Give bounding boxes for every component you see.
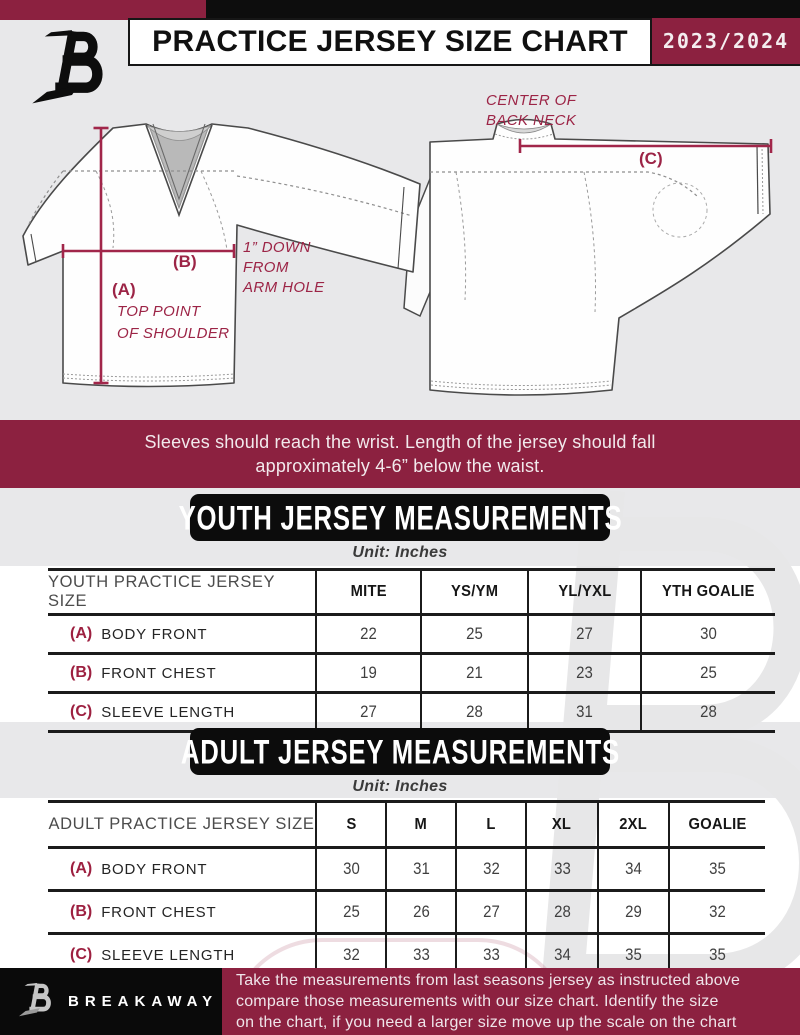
label-c-caption: CENTER OF BACK NECK xyxy=(486,92,577,129)
fit-notice-line-2: approximately 4-6” below the waist. xyxy=(255,455,545,476)
adult-unit-label: Unit: Inches xyxy=(352,778,448,795)
adult-size-label: ADULT PRACTICE JERSEY SIZE xyxy=(48,815,315,833)
adult-col-xl: XL xyxy=(552,815,572,833)
fit-notice-banner xyxy=(0,420,800,488)
footer-instructions xyxy=(222,968,800,1035)
adult-col-2xl: 2XL xyxy=(619,815,648,833)
label-b-tag: (B) xyxy=(173,252,197,271)
season-badge xyxy=(652,18,800,66)
footer-brand-block xyxy=(0,968,222,1035)
youth-size-table xyxy=(48,568,775,733)
adult-col-m: M xyxy=(414,815,428,833)
label-a-tag: (A) xyxy=(112,280,136,299)
adult-table-header-row xyxy=(48,803,765,849)
front-jersey-illustration xyxy=(23,124,420,387)
youth-unit-label: Unit: Inches xyxy=(352,544,448,561)
header-maroon-strip xyxy=(0,0,206,20)
adult-col-goalie: GOALIE xyxy=(688,815,747,833)
youth-table-header-row xyxy=(48,571,775,616)
youth-size-label: YOUTH PRACTICE JERSEY SIZE xyxy=(48,573,275,610)
label-a-caption: TOP POINT OF SHOULDER xyxy=(117,303,230,342)
footer-note-line-3: on the chart, if you need a larger size move up the scale on the chart xyxy=(236,1014,737,1031)
breakaway-logo xyxy=(30,26,114,118)
breakaway-footer-logo xyxy=(18,980,56,1024)
footer-note-line-2: compare those measurements with our size chart. Identify the size xyxy=(236,993,719,1010)
page-title-box xyxy=(128,18,652,66)
adult-size-table xyxy=(48,800,765,978)
label-b-caption: 1” DOWN FROM ARM HOLE xyxy=(243,239,325,296)
footer-note-line-1: Take the measurements from last seasons jersey as instructed above xyxy=(236,972,741,989)
table-row: (C) SLEEVE LENGTH 27 28 31 28 xyxy=(48,694,775,733)
table-row: (A) BODY FRONT 30 31 32 33 34 35 xyxy=(48,849,765,892)
youth-col-goalie: YTH GOALIE xyxy=(662,583,755,600)
youth-section-banner: YOUTH JERSEY MEASUREMENTS xyxy=(190,494,610,541)
adult-col-s: S xyxy=(345,815,357,833)
header-black-strip xyxy=(206,0,800,18)
youth-col-ysym: YS/YM xyxy=(450,583,499,600)
youth-col-mite: MITE xyxy=(350,583,387,600)
adult-section-banner: ADULT JERSEY MEASUREMENTS xyxy=(190,728,610,775)
table-row: (B) FRONT CHEST 25 26 27 28 29 32 xyxy=(48,892,765,935)
table-row: (C) SLEEVE LENGTH 32 33 33 34 35 35 xyxy=(48,935,765,978)
table-row: (A) BODY FRONT 22 25 27 30 xyxy=(48,616,775,655)
fit-notice-line-1: Sleeves should reach the wrist. Length of the jersey should fall xyxy=(144,431,656,452)
back-jersey-illustration xyxy=(404,120,770,396)
label-c-tag: (C) xyxy=(639,149,663,168)
footer-brand-name: BREAKAWAY xyxy=(68,993,219,1010)
page-title: PRACTICE JERSEY SIZE CHART xyxy=(152,25,628,58)
table-row: (B) FRONT CHEST 19 21 23 25 xyxy=(48,655,775,694)
adult-col-l: L xyxy=(486,815,496,833)
season-label: 2023/2024 xyxy=(662,29,790,53)
jersey-diagrams xyxy=(0,68,800,420)
youth-col-ylyxl: YL/YXL xyxy=(557,583,612,600)
